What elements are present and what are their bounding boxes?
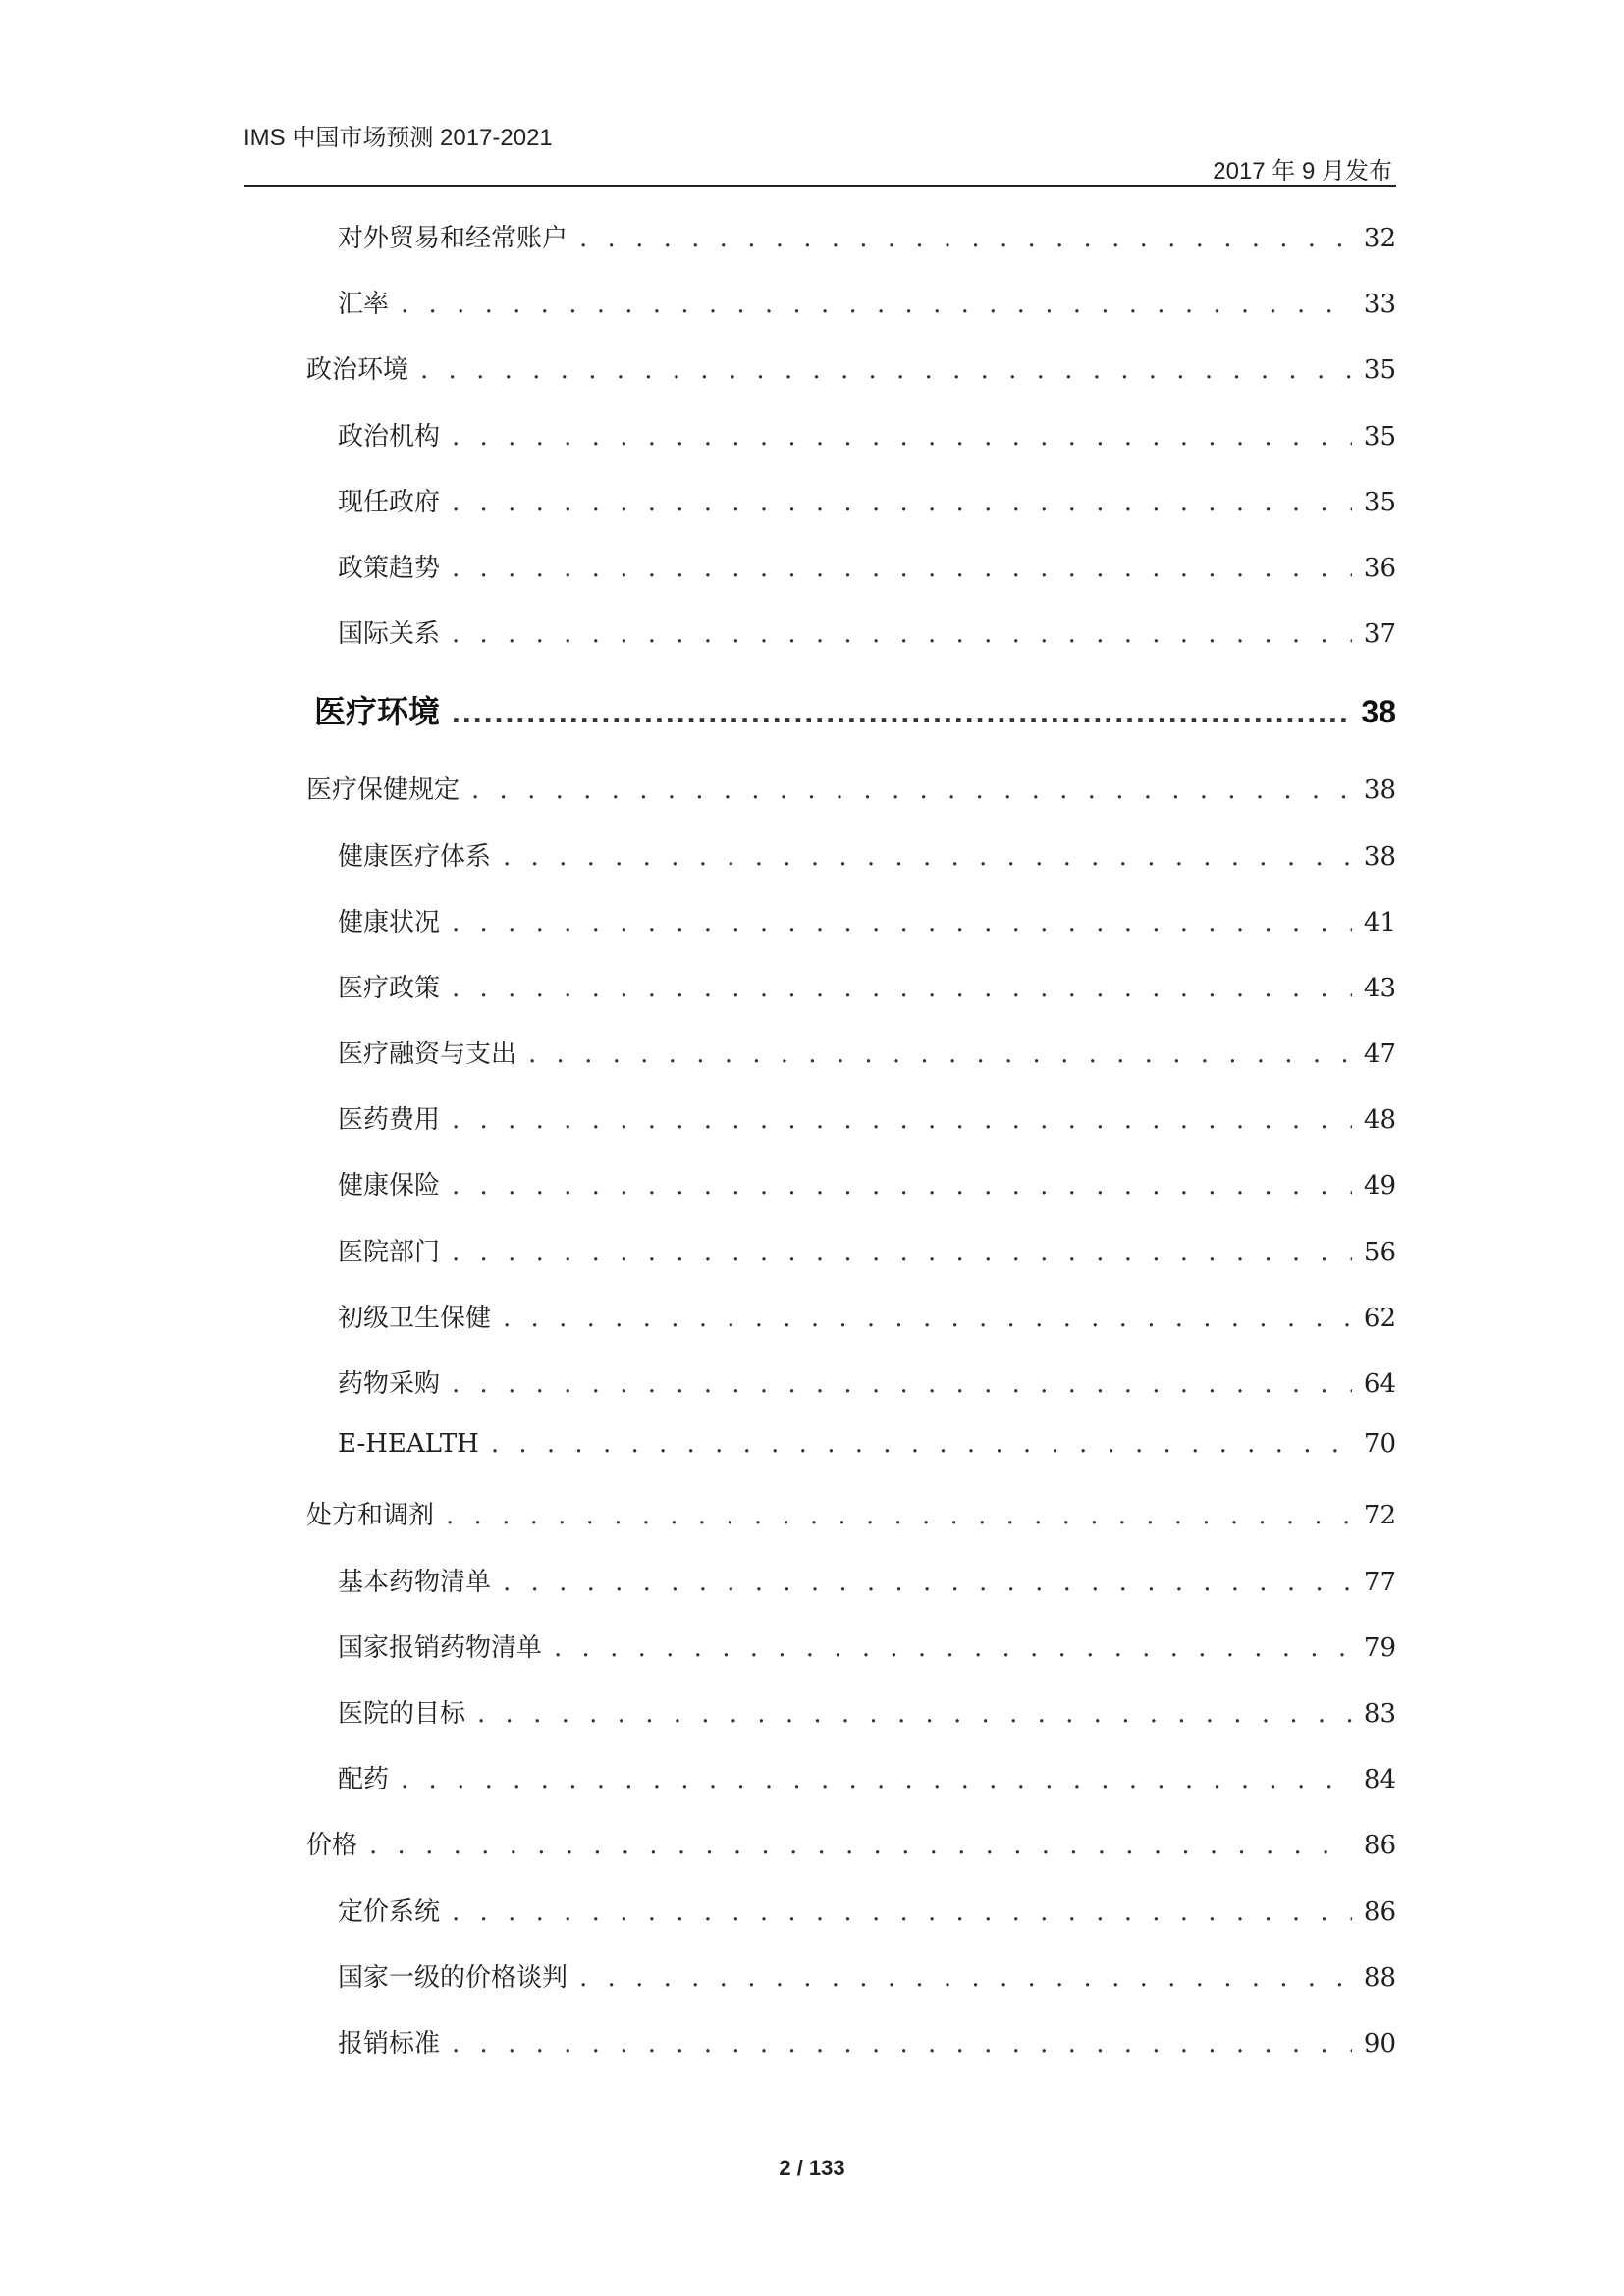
toc-dot-leader [452,1105,1352,1135]
toc-entry-page-number: 48 [1363,1105,1396,1136]
toc-entry-label: 价格 [306,1831,358,1861]
toc-entry-page-number: 88 [1363,1962,1396,1993]
toc-entry-page-number: 33 [1363,290,1396,320]
toc-entry-label: 健康状况 [338,907,441,937]
toc-entry-label: 政治环境 [306,355,409,386]
toc-entry[interactable] [212,349,1396,415]
toc-entry-page-number: 84 [1363,1765,1396,1795]
toc-entry[interactable] [244,1363,1396,1429]
toc-entry-page-number: 47 [1363,1040,1396,1070]
toc-entry-page-number: 41 [1363,907,1396,937]
toc-entry-label: 初级卫生保健 [338,1303,492,1333]
toc-entry-page-number: 38 [1363,841,1396,872]
toc-entry[interactable] [244,902,1396,968]
toc-dot-leader [503,1304,1352,1333]
toc-dot-leader [528,1040,1352,1069]
toc-entry-page-number: 56 [1363,1237,1396,1267]
toc-dot-leader [446,1501,1352,1530]
toc-dot-leader [401,290,1352,319]
toc-entry-label: 报销标准 [338,2028,441,2058]
toc-entry-label: 健康医疗体系 [338,841,492,872]
toc-entry[interactable] [244,1034,1396,1099]
toc-entry-page-number: 43 [1363,973,1396,1003]
toc-entry[interactable] [244,1232,1396,1298]
toc-entry-label: 基本药物清单 [338,1567,492,1597]
toc-entry-label: 国际关系 [338,619,441,650]
toc-entry[interactable] [244,548,1396,614]
toc-entry[interactable] [244,1693,1396,1759]
toc-entry[interactable] [212,770,1396,835]
toc-dot-leader [452,619,1352,649]
toc-entry-page-number: 83 [1363,1698,1396,1729]
toc-entry[interactable] [244,1165,1396,1231]
toc-dot-leader [452,554,1352,583]
toc-dot-leader [452,1369,1352,1399]
toc-dot-leader [503,1568,1352,1597]
toc-entry-page-number: 62 [1363,1303,1396,1333]
toc-entry-label: 医疗融资与支出 [338,1040,517,1070]
toc-entry-page-number: 32 [1363,224,1396,253]
toc-entry-page-number: 86 [1363,1831,1396,1861]
toc-entry[interactable] [212,1825,1396,1891]
toc-dot-leader [579,224,1352,253]
toc-dot-leader [401,1765,1352,1794]
toc-dot-leader [491,1429,1352,1459]
toc-entry-label: 医院部门 [338,1237,441,1267]
toc-entry-page-number: 64 [1363,1369,1396,1399]
toc-entry-label: 现任政府 [338,487,441,517]
toc-entry-label: 政治机构 [338,421,441,452]
toc-dot-leader [452,1171,1352,1201]
toc-entry-page-number: 86 [1363,1896,1396,1927]
toc-entry-label: 汇率 [338,290,390,320]
page-number: 2 / 133 [779,2156,845,2180]
toc-entry-page-number: 35 [1363,487,1396,517]
toc-entry[interactable] [244,2023,1396,2089]
toc-entry[interactable] [244,687,1396,770]
toc-dot-leader [369,1831,1352,1860]
toc-entry[interactable] [244,1759,1396,1825]
toc-dot-leader [452,422,1352,452]
toc-entry[interactable] [244,836,1396,902]
document-header-title: IMS 中国市场预测 2017-2021 [244,125,553,151]
toc-entry-label: 国家报销药物清单 [338,1632,543,1663]
toc-entry-label: E-HEALTH [338,1429,479,1460]
toc-entry-page-number: 70 [1363,1429,1396,1460]
toc-entry-label: 药物采购 [338,1369,441,1399]
toc-dot-leader [579,1963,1352,1993]
toc-entry[interactable] [244,968,1396,1034]
toc-entry[interactable] [244,218,1396,284]
toc-entry-page-number: 77 [1363,1567,1396,1597]
toc-entry[interactable] [244,614,1396,679]
toc-dot-leader [452,908,1352,937]
toc-entry-page-number: 49 [1363,1171,1396,1201]
toc-entry-label: 医药费用 [338,1105,441,1136]
toc-dot-leader [452,1897,1352,1927]
toc-dot-leader [477,1699,1352,1729]
toc-entry-label: 国家一级的价格谈判 [338,1962,568,1993]
toc-dot-leader [452,2029,1352,2058]
toc-entry-page-number: 38 [1363,775,1396,806]
toc-dot-leader [471,775,1352,805]
toc-entry-label: 处方和调剂 [306,1501,435,1531]
toc-dot-leader [452,488,1352,517]
toc-entry-label: 配药 [338,1765,390,1795]
toc-entry-label: 医疗保健规定 [306,775,460,806]
toc-entry-page-number: 38 [1361,694,1396,730]
toc-entry[interactable] [244,1628,1396,1693]
toc-entry-label: 医疗政策 [338,973,441,1003]
toc-dot-leader [452,694,1349,730]
toc-dot-leader [420,355,1352,385]
toc-entry[interactable] [244,1298,1396,1363]
toc-entry[interactable] [244,416,1396,482]
toc-entry-page-number: 72 [1363,1501,1396,1531]
toc-entry[interactable] [212,1495,1396,1561]
toc-entry-page-number: 37 [1363,619,1396,650]
toc-dot-leader [503,842,1352,872]
toc-entry-page-number: 79 [1363,1632,1396,1663]
toc-dot-leader [452,974,1352,1003]
toc-entry-label: 健康保险 [338,1171,441,1201]
toc-entry-label: 医疗环境 [314,694,441,730]
toc-entry-page-number: 35 [1363,421,1396,452]
toc-entry-label: 医院的目标 [338,1698,466,1729]
toc-entry[interactable] [244,1892,1396,1957]
toc-entry-page-number: 36 [1363,553,1396,583]
toc-entry[interactable] [244,284,1396,349]
toc-entry[interactable] [244,1099,1396,1165]
toc-entry-page-number: 90 [1363,2028,1396,2058]
toc-entry[interactable] [244,1957,1396,2023]
toc-entry[interactable] [244,482,1396,548]
header-divider [244,185,1396,187]
toc-dot-leader [554,1633,1352,1663]
toc-entry[interactable] [244,1429,1396,1495]
table-of-contents [244,218,1396,2089]
toc-dot-leader [452,1238,1352,1267]
toc-entry-label: 政策趋势 [338,553,441,583]
toc-entry-page-number: 35 [1363,355,1396,386]
toc-entry-label: 对外贸易和经常账户 [338,224,568,253]
toc-entry[interactable] [244,1562,1396,1628]
document-header-date: 2017 年 9 月发布 [1213,158,1392,185]
toc-entry-label: 定价系统 [338,1896,441,1927]
